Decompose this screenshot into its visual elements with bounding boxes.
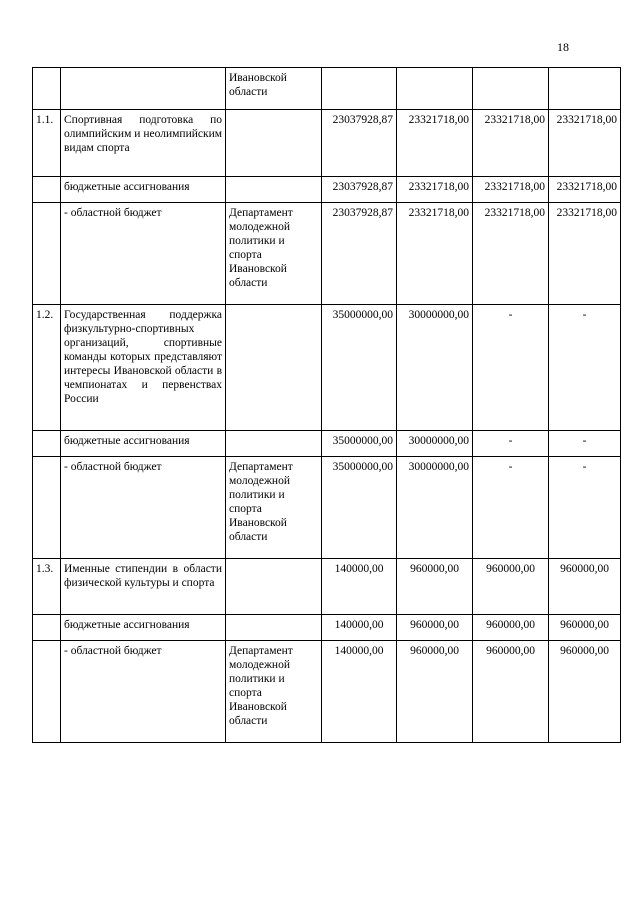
amount-cell-year-1: 35000000,00 [322, 305, 397, 431]
amount-cell-year-3: 23321718,00 [473, 203, 549, 305]
activity-name-cell: - областной бюджет [61, 641, 226, 743]
page-number: 18 [557, 40, 569, 54]
amount-cell-year-3: 960000,00 [473, 615, 549, 641]
responsible-cell [226, 559, 322, 615]
amount-cell-year-3: 23321718,00 [473, 177, 549, 203]
amount-cell-year-2 [397, 68, 473, 110]
row-number-cell [33, 641, 61, 743]
activity-name-cell: - областной бюджет [61, 457, 226, 559]
amount-cell-year-3: 960000,00 [473, 641, 549, 743]
activity-name-cell: Именные стипендии в области физической культуры и спорта [61, 559, 226, 615]
table-row [33, 110, 621, 177]
responsible-cell: Департамент молодежной политики и спорта Ивановской области [226, 457, 322, 559]
table-row [33, 457, 621, 559]
responsible-cell [226, 110, 322, 177]
amount-cell-year-3: - [473, 457, 549, 559]
amount-cell-year-3: 23321718,00 [473, 110, 549, 177]
row-number-cell [33, 615, 61, 641]
responsible-cell: Департамент молодежной политики и спорта Ивановской области [226, 641, 322, 743]
amount-cell-year-4: - [549, 305, 621, 431]
amount-cell-year-1: 140000,00 [322, 641, 397, 743]
amount-cell-year-2: 30000000,00 [397, 305, 473, 431]
amount-cell-year-4: 23321718,00 [549, 177, 621, 203]
row-number-cell: 1.2. [33, 305, 61, 431]
amount-cell-year-4: 960000,00 [549, 615, 621, 641]
amount-cell-year-1 [322, 68, 397, 110]
activity-name-cell: бюджетные ассигнования [61, 177, 226, 203]
amount-cell-year-4: - [549, 457, 621, 559]
table-row [33, 305, 621, 431]
amount-cell-year-2: 23321718,00 [397, 203, 473, 305]
amount-cell-year-2: 30000000,00 [397, 431, 473, 457]
amount-cell-year-4: 23321718,00 [549, 110, 621, 177]
row-number-cell [33, 203, 61, 305]
activity-name-cell [61, 68, 226, 110]
responsible-cell [226, 305, 322, 431]
amount-cell-year-1: 23037928,87 [322, 110, 397, 177]
table-row [33, 68, 621, 110]
table-row [33, 431, 621, 457]
budget-table [32, 67, 621, 743]
table-row [33, 615, 621, 641]
activity-name-cell: Спортивная подготовка по олимпийским и неолимпийским видам спорта [61, 110, 226, 177]
amount-cell-year-4: 960000,00 [549, 641, 621, 743]
row-number-cell [33, 68, 61, 110]
row-number-cell [33, 457, 61, 559]
activity-name-cell: бюджетные ассигнования [61, 615, 226, 641]
table-row [33, 641, 621, 743]
responsible-cell: Ивановской области [226, 68, 322, 110]
responsible-cell [226, 615, 322, 641]
amount-cell-year-2: 30000000,00 [397, 457, 473, 559]
row-number-cell: 1.3. [33, 559, 61, 615]
activity-name-cell: Государственная поддержка физкультурно-спортивных организаций, спортивные команды которых представляют интересы Ивановской области в чемпионатах и первенствах России [61, 305, 226, 431]
amount-cell-year-1: 35000000,00 [322, 457, 397, 559]
table-row [33, 559, 621, 615]
responsible-cell [226, 177, 322, 203]
amount-cell-year-2: 960000,00 [397, 559, 473, 615]
responsible-cell [226, 431, 322, 457]
table-row [33, 177, 621, 203]
amount-cell-year-3 [473, 68, 549, 110]
amount-cell-year-1: 23037928,87 [322, 177, 397, 203]
amount-cell-year-4: 23321718,00 [549, 203, 621, 305]
amount-cell-year-1: 140000,00 [322, 615, 397, 641]
row-number-cell [33, 431, 61, 457]
amount-cell-year-1: 140000,00 [322, 559, 397, 615]
amount-cell-year-4 [549, 68, 621, 110]
amount-cell-year-3: - [473, 431, 549, 457]
amount-cell-year-3: 960000,00 [473, 559, 549, 615]
amount-cell-year-4: - [549, 431, 621, 457]
table-row [33, 203, 621, 305]
amount-cell-year-2: 23321718,00 [397, 110, 473, 177]
row-number-cell: 1.1. [33, 110, 61, 177]
amount-cell-year-2: 960000,00 [397, 615, 473, 641]
responsible-cell: Департамент молодежной политики и спорта Ивановской области [226, 203, 322, 305]
amount-cell-year-4: 960000,00 [549, 559, 621, 615]
amount-cell-year-1: 23037928,87 [322, 203, 397, 305]
amount-cell-year-1: 35000000,00 [322, 431, 397, 457]
row-number-cell [33, 177, 61, 203]
amount-cell-year-2: 960000,00 [397, 641, 473, 743]
amount-cell-year-3: - [473, 305, 549, 431]
activity-name-cell: - областной бюджет [61, 203, 226, 305]
amount-cell-year-2: 23321718,00 [397, 177, 473, 203]
activity-name-cell: бюджетные ассигнования [61, 431, 226, 457]
